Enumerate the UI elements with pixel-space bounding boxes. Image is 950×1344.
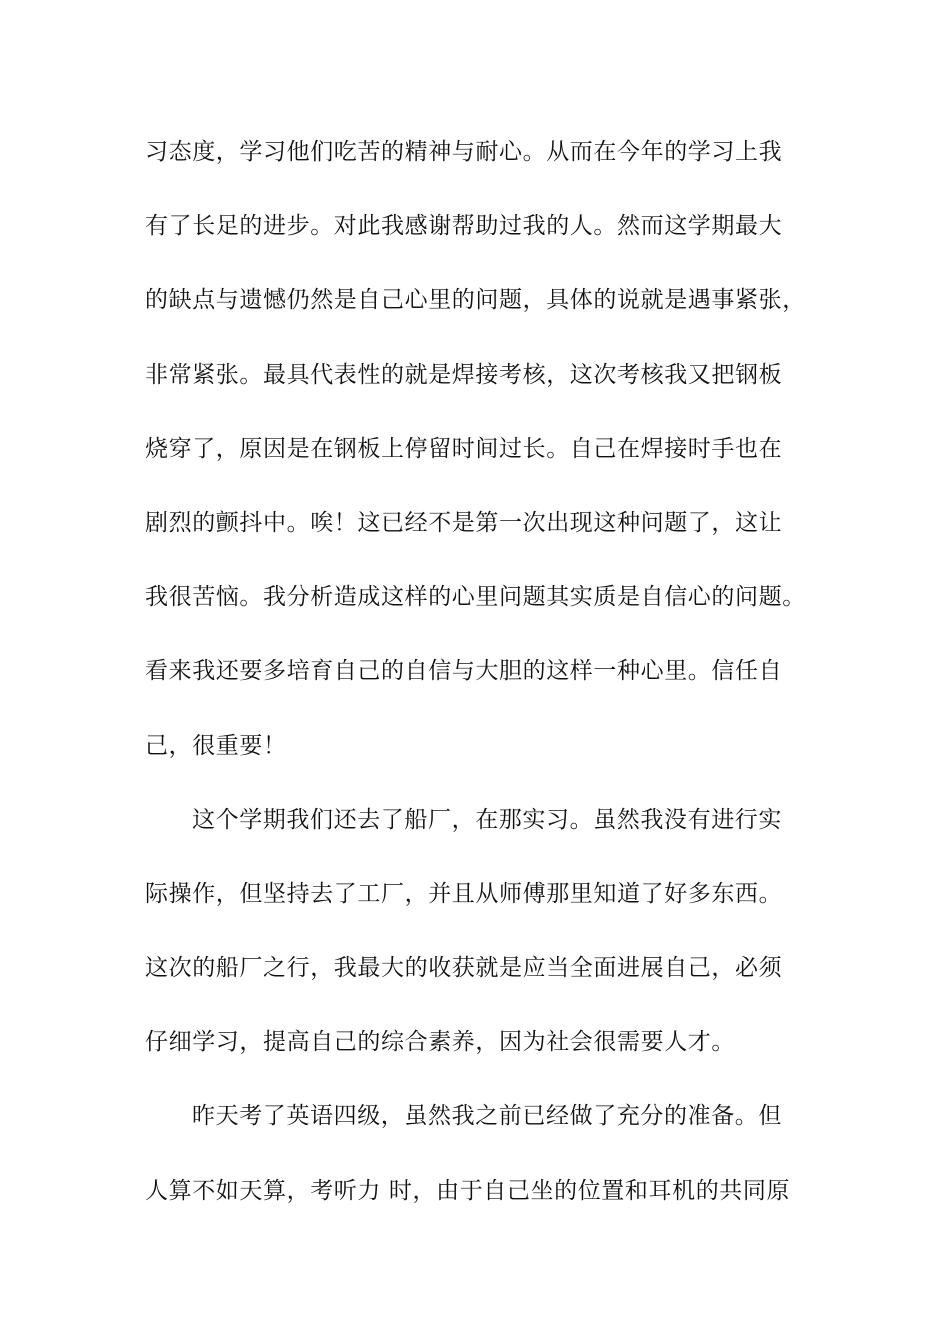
paragraph-start-line: 这个学期我们还去了船厂，在那实习。虽然我没有进行实	[192, 806, 782, 833]
text-line: 看来我还要多培育自己的自信与大胆的这样一种心里。信任自	[145, 658, 783, 685]
text-line: 剧烈的颤抖中。唉！这已经不是第一次出现这种问题了，这让	[145, 509, 783, 536]
text-line: 这次的船厂之行，我最大的收获就是应当全面进展自己，必须	[145, 955, 783, 982]
body-text	[145, 132, 825, 1245]
text-line: 习态度，学习他们吃苦的精神与耐心。从而在今年的学习上我	[145, 139, 783, 165]
text-line: 仔细学习，提高自己的综合素养，因为社会很需要人才。	[145, 1029, 735, 1056]
text-line: 际操作，但坚持去了工厂，并且从师傅那里知道了好多东西。	[145, 880, 783, 907]
text-line: 人算不如天算，考听力 时，由于自己坐的位置和耳机的共同原	[145, 1177, 791, 1204]
text-line: 己，很重要！	[145, 732, 287, 759]
text-line: 的缺点与遗憾仍然是自己心里的问题，具体的说就是遇事紧张，	[145, 287, 806, 314]
text-line: 烧穿了，原因是在钢板上停留时间过长。自己在焊接时手也在	[145, 435, 783, 462]
text-line: 有了长足的进步。对此我感谢帮助过我的人。然而这学期最大	[145, 213, 783, 240]
text-line: 非常紧张。最具代表性的就是焊接考核，这次考核我又把钢板	[145, 361, 783, 388]
text-line: 我很苦恼。我分析造成这样的心里问题其实质是自信心的问题。	[145, 584, 806, 611]
paragraph-start-line: 昨天考了英语四级，虽然我之前已经做了充分的准备。但	[192, 1103, 782, 1130]
